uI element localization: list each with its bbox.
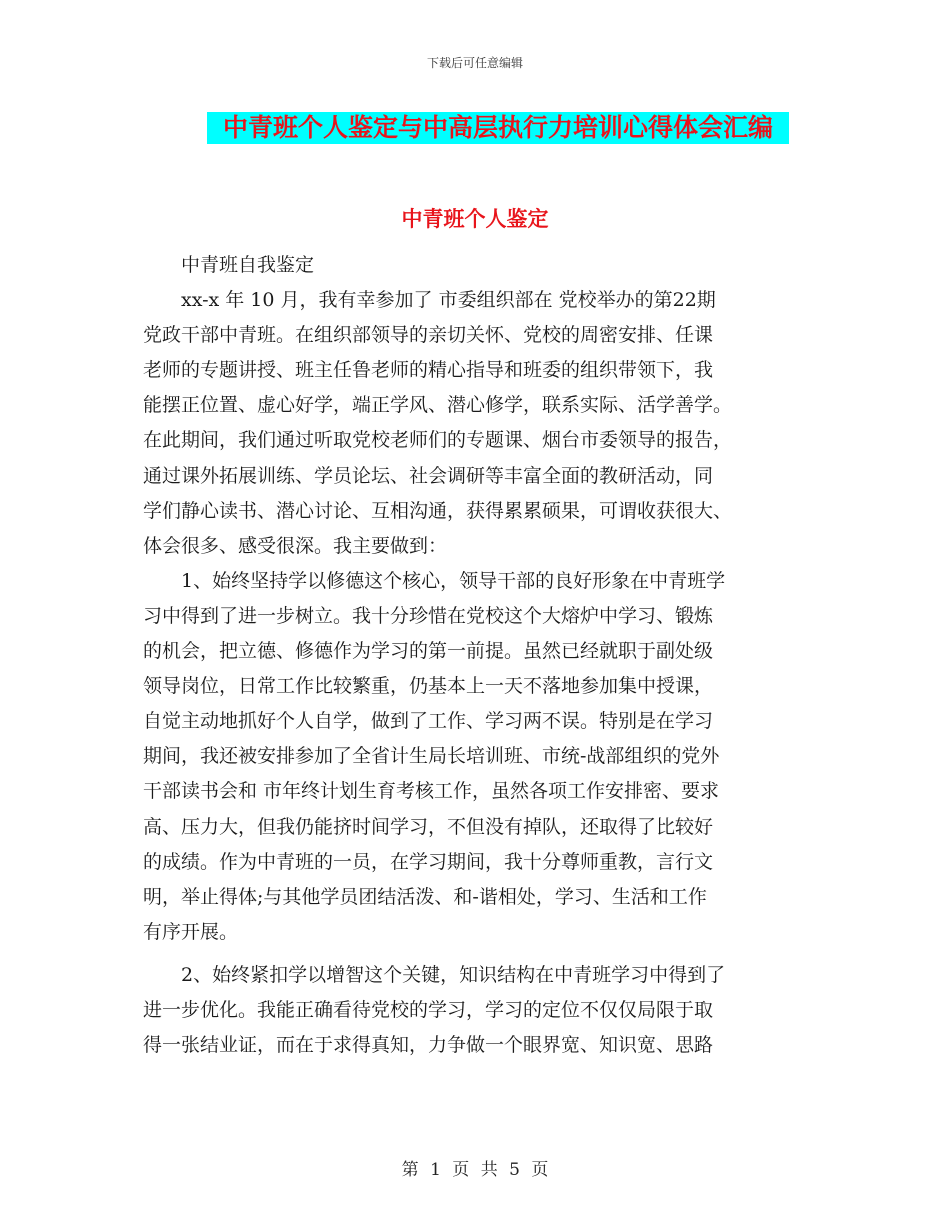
section-title: 中青班个人鉴定 (401, 207, 549, 231)
body-line: 体会很多、感受很深。我主要做到： (143, 534, 448, 557)
body-line: 领导岗位，日常工作比较繁重，仍基本上一天不落地参加集中授课， (143, 675, 714, 698)
header-note: 下载后可任意编辑 (426, 56, 523, 70)
body-line: 1、始终坚持学以修德这个核心，领导干部的良好形象在中青班学 (143, 569, 726, 592)
body-line: 习中得到了进一步树立。我十分珍惜在党校这个大熔炉中学习、锻炼 (143, 604, 714, 627)
page-footer: 第 1 页 共 5 页 (401, 1160, 549, 1180)
body-line: 学们静心读书、潜心讨论、互相沟通，获得累累硕果，可谓收获很大、 (143, 499, 733, 522)
body-line: 在此期间，我们通过听取党校老师们的专题课、烟台市委领导的报告， (143, 429, 733, 452)
body-line: 能摆正位置、虚心好学，端正学风、潜心修学，联系实际、活学善学。 (143, 394, 733, 417)
body-line: 高、压力大，但我仍能挤时间学习，不但没有掉队，还取得了比较好 (143, 815, 714, 838)
body-line: 得一张结业证，而在于求得真知，力争做一个眼界宽、知识宽、思路 (143, 1034, 714, 1057)
body-text (143, 248, 809, 1063)
body-line: 自觉主动地抓好个人自学，做到了工作、学习两不误。特别是在学习 (143, 710, 714, 733)
body-line: 通过课外拓展训练、学员论坛、社会调研等丰富全面的教研活动，同 (143, 464, 714, 487)
document-title: 中青班个人鉴定与中高层执行力培训心得体会汇编 (207, 112, 789, 144)
body-line: 干部读书会和 市年终计划生育考核工作，虽然各项工作安排密、要求 (143, 780, 720, 803)
body-line: 中青班自我鉴定 (143, 254, 315, 276)
body-line: xx-x 年 10 月，我有幸参加了 市委组织部在 党校举办的第22期 (143, 289, 716, 312)
body-line: 2、始终紧扣学以增智这个关键，知识结构在中青班学习中得到了 (143, 963, 726, 986)
paragraph-gap (143, 950, 809, 958)
body-line: 进一步优化。我能正确看待党校的学习，学习的定位不仅仅局限于取 (143, 998, 714, 1021)
body-line: 期间，我还被安排参加了全省计生局长培训班、市统-战部组织的党外 (143, 745, 720, 768)
body-line: 的机会，把立德、修德作为学习的第一前提。虽然已经就职于副处级 (143, 640, 714, 663)
body-line: 的成绩。作为中青班的一员，在学习期间，我十分尊师重教，言行文 (143, 850, 714, 873)
body-line: 党政干部中青班。在组织部领导的亲切关怀、党校的周密安排、任课 (143, 324, 714, 347)
body-line: 明，举止得体;与其他学员团结活泼、和-谐相处，学习、生活和工作 (143, 885, 707, 908)
body-line: 有序开展。 (143, 920, 239, 943)
body-line: 老师的专题讲授、班主任鲁老师的精心指导和班委的组织带领下，我 (143, 359, 714, 382)
